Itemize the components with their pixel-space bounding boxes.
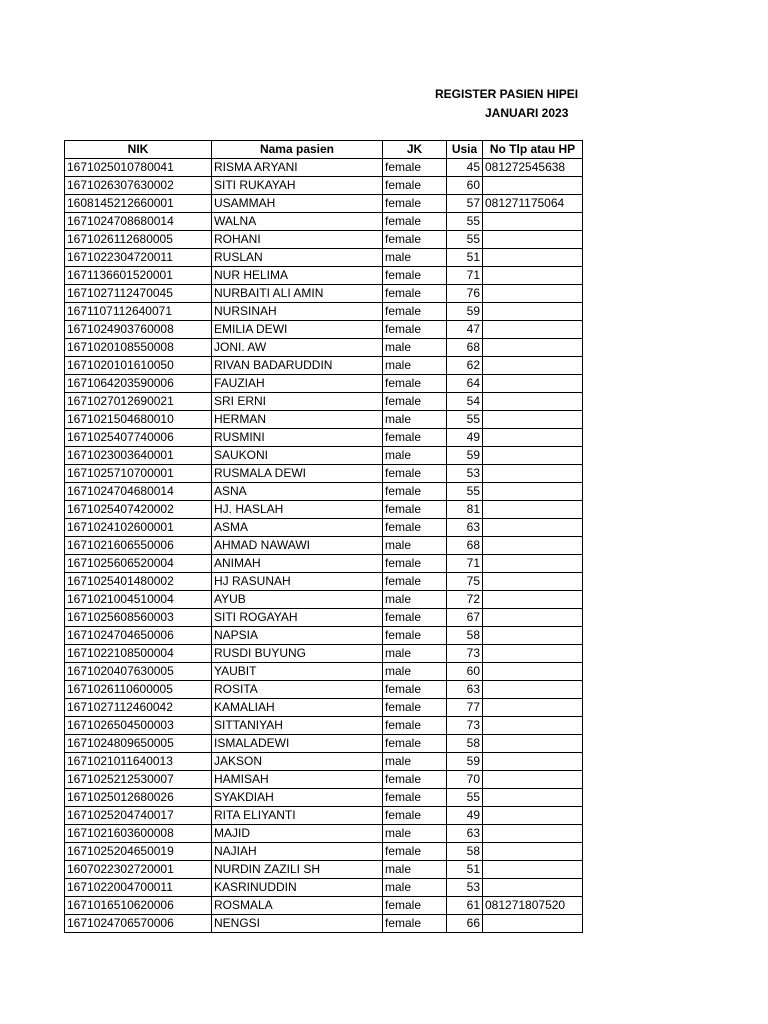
- sex-cell: female: [383, 771, 447, 789]
- phone-cell: [483, 393, 583, 411]
- sex-cell: female: [383, 195, 447, 213]
- sex-cell: female: [383, 573, 447, 591]
- sex-cell: female: [383, 915, 447, 933]
- name-cell: SITI RUKAYAH: [212, 177, 383, 195]
- sex-cell: female: [383, 465, 447, 483]
- sex-cell: male: [383, 753, 447, 771]
- nik-cell: 1671023003640001: [65, 447, 212, 465]
- name-cell: ROHANI: [212, 231, 383, 249]
- phone-cell: [483, 429, 583, 447]
- name-cell: SYAKDIAH: [212, 789, 383, 807]
- table-row: [65, 465, 583, 483]
- table-row: [65, 429, 583, 447]
- sex-cell: male: [383, 825, 447, 843]
- nik-cell: 1671022108500004: [65, 645, 212, 663]
- sex-cell: female: [383, 501, 447, 519]
- age-cell: 68: [447, 537, 483, 555]
- age-cell: 64: [447, 375, 483, 393]
- nik-cell: 1671026112680005: [65, 231, 212, 249]
- age-cell: 54: [447, 393, 483, 411]
- table-row: [65, 177, 583, 195]
- nik-cell: 1671026504500003: [65, 717, 212, 735]
- column-header-age: Usia: [447, 141, 483, 159]
- nik-cell: 1671026307630002: [65, 177, 212, 195]
- name-cell: RITA ELIYANTI: [212, 807, 383, 825]
- nik-cell: 1671064203590006: [65, 375, 212, 393]
- name-cell: USAMMAH: [212, 195, 383, 213]
- phone-cell: [483, 213, 583, 231]
- sex-cell: female: [383, 681, 447, 699]
- age-cell: 66: [447, 915, 483, 933]
- nik-cell: 1671020407630005: [65, 663, 212, 681]
- name-cell: JONI. AW: [212, 339, 383, 357]
- nik-cell: 1671025204650019: [65, 843, 212, 861]
- age-cell: 71: [447, 267, 483, 285]
- phone-cell: [483, 861, 583, 879]
- name-cell: YAUBIT: [212, 663, 383, 681]
- nik-cell: 1671025012680026: [65, 789, 212, 807]
- sex-cell: male: [383, 663, 447, 681]
- sex-cell: female: [383, 519, 447, 537]
- phone-cell: [483, 591, 583, 609]
- table-row: [65, 789, 583, 807]
- phone-cell: [483, 771, 583, 789]
- table-row: [65, 321, 583, 339]
- age-cell: 58: [447, 843, 483, 861]
- sex-cell: female: [383, 555, 447, 573]
- name-cell: NURDIN ZAZILI SH: [212, 861, 383, 879]
- phone-cell: [483, 249, 583, 267]
- phone-cell: [483, 555, 583, 573]
- nik-cell: 1608145212660001: [65, 195, 212, 213]
- age-cell: 63: [447, 519, 483, 537]
- age-cell: 76: [447, 285, 483, 303]
- age-cell: 61: [447, 897, 483, 915]
- age-cell: 63: [447, 825, 483, 843]
- age-cell: 49: [447, 429, 483, 447]
- table-row: [65, 915, 583, 933]
- table-row: [65, 339, 583, 357]
- phone-cell: [483, 915, 583, 933]
- name-cell: AHMAD NAWAWI: [212, 537, 383, 555]
- phone-cell: [483, 789, 583, 807]
- table-body: [65, 159, 583, 933]
- phone-cell: [483, 879, 583, 897]
- phone-cell: [483, 825, 583, 843]
- sex-cell: female: [383, 393, 447, 411]
- phone-cell: [483, 645, 583, 663]
- patient-register-table: [64, 140, 583, 933]
- name-cell: SITI ROGAYAH: [212, 609, 383, 627]
- table-row: [65, 501, 583, 519]
- phone-cell: [483, 699, 583, 717]
- table-row: [65, 249, 583, 267]
- name-cell: NAJIAH: [212, 843, 383, 861]
- sex-cell: female: [383, 483, 447, 501]
- name-cell: RIVAN BADARUDDIN: [212, 357, 383, 375]
- nik-cell: 1671136601520001: [65, 267, 212, 285]
- column-header-nik: NIK: [65, 141, 212, 159]
- phone-cell: [483, 267, 583, 285]
- nik-cell: 1671022004700011: [65, 879, 212, 897]
- nik-cell: 1607022302720001: [65, 861, 212, 879]
- age-cell: 57: [447, 195, 483, 213]
- sex-cell: male: [383, 249, 447, 267]
- nik-cell: 1671025401480002: [65, 573, 212, 591]
- name-cell: FAUZIAH: [212, 375, 383, 393]
- sex-cell: female: [383, 267, 447, 285]
- name-cell: ASNA: [212, 483, 383, 501]
- table-row: [65, 303, 583, 321]
- phone-cell: [483, 663, 583, 681]
- nik-cell: 1671021606550006: [65, 537, 212, 555]
- phone-cell: [483, 627, 583, 645]
- table-row: [65, 519, 583, 537]
- table-row: [65, 681, 583, 699]
- phone-cell: [483, 375, 583, 393]
- phone-cell: [483, 717, 583, 735]
- name-cell: WALNA: [212, 213, 383, 231]
- sex-cell: female: [383, 843, 447, 861]
- phone-cell: [483, 285, 583, 303]
- sex-cell: male: [383, 879, 447, 897]
- register-title: REGISTER PASIEN HIPEI: [435, 87, 579, 101]
- table-row: [65, 753, 583, 771]
- table-row: [65, 699, 583, 717]
- sex-cell: female: [383, 789, 447, 807]
- phone-cell: [483, 519, 583, 537]
- nik-cell: 1671025710700001: [65, 465, 212, 483]
- nik-cell: 1671107112640071: [65, 303, 212, 321]
- table-row: [65, 771, 583, 789]
- sex-cell: male: [383, 447, 447, 465]
- phone-cell: [483, 357, 583, 375]
- table-row: [65, 159, 583, 177]
- name-cell: NURSINAH: [212, 303, 383, 321]
- age-cell: 63: [447, 681, 483, 699]
- sex-cell: female: [383, 717, 447, 735]
- age-cell: 55: [447, 411, 483, 429]
- age-cell: 71: [447, 555, 483, 573]
- sex-cell: female: [383, 897, 447, 915]
- age-cell: 60: [447, 177, 483, 195]
- table-row: [65, 645, 583, 663]
- age-cell: 49: [447, 807, 483, 825]
- phone-cell: [483, 483, 583, 501]
- age-cell: 55: [447, 231, 483, 249]
- table-row: [65, 717, 583, 735]
- phone-cell: [483, 447, 583, 465]
- nik-cell: 1671025212530007: [65, 771, 212, 789]
- age-cell: 47: [447, 321, 483, 339]
- sex-cell: male: [383, 339, 447, 357]
- phone-cell: [483, 807, 583, 825]
- sex-cell: female: [383, 177, 447, 195]
- register-period: JANUARI 2023: [485, 106, 569, 120]
- sex-cell: male: [383, 645, 447, 663]
- sex-cell: male: [383, 861, 447, 879]
- nik-cell: 1671025606520004: [65, 555, 212, 573]
- sex-cell: female: [383, 159, 447, 177]
- table-row: [65, 825, 583, 843]
- nik-cell: 1671025010780041: [65, 159, 212, 177]
- sex-cell: female: [383, 429, 447, 447]
- age-cell: 72: [447, 591, 483, 609]
- sex-cell: female: [383, 213, 447, 231]
- age-cell: 73: [447, 645, 483, 663]
- table-row: [65, 375, 583, 393]
- sex-cell: female: [383, 609, 447, 627]
- table-row: [65, 195, 583, 213]
- name-cell: HJ. HASLAH: [212, 501, 383, 519]
- phone-cell: [483, 501, 583, 519]
- age-cell: 77: [447, 699, 483, 717]
- table-row: [65, 879, 583, 897]
- table-row: [65, 807, 583, 825]
- name-cell: ROSITA: [212, 681, 383, 699]
- phone-cell: [483, 753, 583, 771]
- phone-cell: [483, 321, 583, 339]
- table-header-row: [65, 141, 583, 159]
- age-cell: 59: [447, 753, 483, 771]
- age-cell: 59: [447, 447, 483, 465]
- table-row: [65, 393, 583, 411]
- name-cell: MAJID: [212, 825, 383, 843]
- nik-cell: 1671024704680014: [65, 483, 212, 501]
- column-header-phone: No Tlp atau HP: [483, 141, 583, 159]
- sex-cell: male: [383, 411, 447, 429]
- nik-cell: 1671016510620006: [65, 897, 212, 915]
- table-row: [65, 267, 583, 285]
- sex-cell: female: [383, 699, 447, 717]
- name-cell: ASMA: [212, 519, 383, 537]
- name-cell: ROSMALA: [212, 897, 383, 915]
- age-cell: 59: [447, 303, 483, 321]
- sex-cell: female: [383, 231, 447, 249]
- age-cell: 75: [447, 573, 483, 591]
- phone-cell: [483, 231, 583, 249]
- phone-cell: [483, 411, 583, 429]
- nik-cell: 1671020101610050: [65, 357, 212, 375]
- table-row: [65, 537, 583, 555]
- name-cell: RUSMALA DEWI: [212, 465, 383, 483]
- nik-cell: 1671025407420002: [65, 501, 212, 519]
- name-cell: RUSDI BUYUNG: [212, 645, 383, 663]
- sex-cell: female: [383, 735, 447, 753]
- name-cell: SRI ERNI: [212, 393, 383, 411]
- table-row: [65, 357, 583, 375]
- table-row: [65, 447, 583, 465]
- age-cell: 55: [447, 213, 483, 231]
- sex-cell: female: [383, 303, 447, 321]
- phone-cell: [483, 843, 583, 861]
- age-cell: 58: [447, 627, 483, 645]
- nik-cell: 1671024102600001: [65, 519, 212, 537]
- name-cell: AYUB: [212, 591, 383, 609]
- table-row: [65, 231, 583, 249]
- phone-cell: 081271175064: [483, 195, 583, 213]
- nik-cell: 1671024809650005: [65, 735, 212, 753]
- name-cell: RUSMINI: [212, 429, 383, 447]
- table-row: [65, 609, 583, 627]
- sex-cell: male: [383, 591, 447, 609]
- phone-cell: [483, 465, 583, 483]
- name-cell: HAMISAH: [212, 771, 383, 789]
- table-row: [65, 861, 583, 879]
- name-cell: ISMALADEWI: [212, 735, 383, 753]
- nik-cell: 1671024708680014: [65, 213, 212, 231]
- nik-cell: 1671020108550008: [65, 339, 212, 357]
- age-cell: 68: [447, 339, 483, 357]
- nik-cell: 1671021004510004: [65, 591, 212, 609]
- nik-cell: 1671025204740017: [65, 807, 212, 825]
- name-cell: NURBAITI ALI AMIN: [212, 285, 383, 303]
- age-cell: 55: [447, 483, 483, 501]
- table-row: [65, 573, 583, 591]
- age-cell: 73: [447, 717, 483, 735]
- name-cell: SITTANIYAH: [212, 717, 383, 735]
- nik-cell: 1671027112460042: [65, 699, 212, 717]
- sex-cell: female: [383, 321, 447, 339]
- phone-cell: [483, 573, 583, 591]
- nik-cell: 1671021011640013: [65, 753, 212, 771]
- age-cell: 60: [447, 663, 483, 681]
- phone-cell: 081272545638: [483, 159, 583, 177]
- phone-cell: [483, 339, 583, 357]
- table-row: [65, 411, 583, 429]
- phone-cell: [483, 537, 583, 555]
- table-row: [65, 897, 583, 915]
- table-row: [65, 555, 583, 573]
- age-cell: 55: [447, 789, 483, 807]
- column-header-name: Nama pasien: [212, 141, 383, 159]
- name-cell: NUR HELIMA: [212, 267, 383, 285]
- age-cell: 67: [447, 609, 483, 627]
- sex-cell: female: [383, 285, 447, 303]
- nik-cell: 1671024706570006: [65, 915, 212, 933]
- nik-cell: 1671022304720011: [65, 249, 212, 267]
- nik-cell: 1671025608560003: [65, 609, 212, 627]
- nik-cell: 1671026110600005: [65, 681, 212, 699]
- name-cell: RUSLAN: [212, 249, 383, 267]
- nik-cell: 1671027012690021: [65, 393, 212, 411]
- phone-cell: [483, 681, 583, 699]
- nik-cell: 1671021603600008: [65, 825, 212, 843]
- phone-cell: [483, 177, 583, 195]
- nik-cell: 1671024903760008: [65, 321, 212, 339]
- table-row: [65, 483, 583, 501]
- age-cell: 58: [447, 735, 483, 753]
- nik-cell: 1671024704650006: [65, 627, 212, 645]
- sex-cell: female: [383, 627, 447, 645]
- table-row: [65, 663, 583, 681]
- name-cell: RISMA ARYANI: [212, 159, 383, 177]
- phone-cell: [483, 303, 583, 321]
- name-cell: NENGSI: [212, 915, 383, 933]
- column-header-sex: JK: [383, 141, 447, 159]
- table-row: [65, 627, 583, 645]
- age-cell: 62: [447, 357, 483, 375]
- name-cell: JAKSON: [212, 753, 383, 771]
- age-cell: 45: [447, 159, 483, 177]
- nik-cell: 1671025407740006: [65, 429, 212, 447]
- name-cell: SAUKONI: [212, 447, 383, 465]
- table-row: [65, 213, 583, 231]
- table-row: [65, 591, 583, 609]
- name-cell: EMILIA DEWI: [212, 321, 383, 339]
- age-cell: 51: [447, 861, 483, 879]
- age-cell: 81: [447, 501, 483, 519]
- phone-cell: [483, 609, 583, 627]
- name-cell: ANIMAH: [212, 555, 383, 573]
- age-cell: 51: [447, 249, 483, 267]
- table-row: [65, 843, 583, 861]
- name-cell: KAMALIAH: [212, 699, 383, 717]
- table-row: [65, 285, 583, 303]
- age-cell: 53: [447, 465, 483, 483]
- name-cell: NAPSIA: [212, 627, 383, 645]
- sex-cell: female: [383, 807, 447, 825]
- sex-cell: female: [383, 375, 447, 393]
- name-cell: HJ RASUNAH: [212, 573, 383, 591]
- name-cell: KASRINUDDIN: [212, 879, 383, 897]
- phone-cell: [483, 735, 583, 753]
- name-cell: HERMAN: [212, 411, 383, 429]
- nik-cell: 1671021504680010: [65, 411, 212, 429]
- age-cell: 53: [447, 879, 483, 897]
- sex-cell: male: [383, 357, 447, 375]
- nik-cell: 1671027112470045: [65, 285, 212, 303]
- sex-cell: male: [383, 537, 447, 555]
- table-row: [65, 735, 583, 753]
- phone-cell: 081271807520: [483, 897, 583, 915]
- age-cell: 70: [447, 771, 483, 789]
